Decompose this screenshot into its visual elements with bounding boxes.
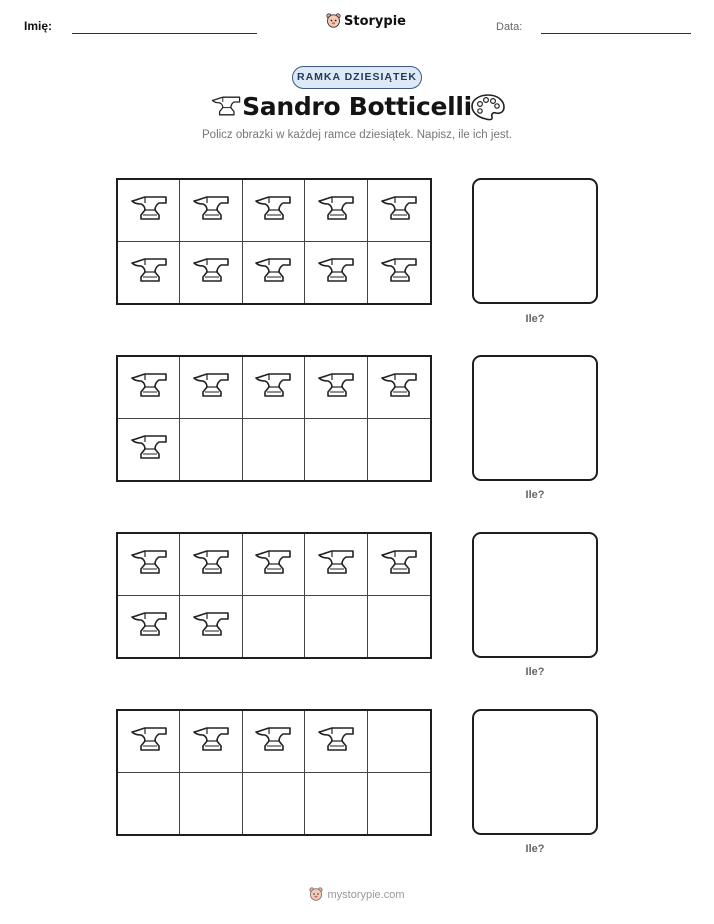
brand-name: Storypie: [344, 13, 406, 29]
frame-cell: [243, 357, 305, 419]
anvil-icon: [379, 547, 419, 582]
date-line[interactable]: [541, 33, 691, 34]
palette-icon: [470, 93, 506, 126]
frame-cell: [243, 180, 305, 242]
answer-box-3[interactable]: [472, 532, 598, 658]
frame-cell: [368, 180, 430, 242]
anvil-icon: [253, 724, 293, 759]
frame-cell: [305, 419, 367, 481]
ten-frame-4: [116, 709, 432, 836]
frame-cell: [180, 180, 242, 242]
frame-cell: [368, 242, 430, 304]
frame-cell: [118, 242, 180, 304]
brand-logo: [326, 13, 406, 29]
frame-cell: [180, 596, 242, 658]
footer-url: mystorypie.com: [327, 888, 405, 901]
question-label-4: Ile?: [525, 843, 545, 855]
frame-cell: [243, 596, 305, 658]
question-label-3: Ile?: [525, 666, 545, 678]
anvil-icon: [191, 547, 231, 582]
frame-cell: [118, 419, 180, 481]
worksheet-type-badge: RAMKA DZIESIĄTEK: [292, 66, 422, 89]
ten-frame-1: [116, 178, 432, 305]
frame-cell: [180, 419, 242, 481]
anvil-icon: [129, 255, 169, 290]
anvil-icon: [379, 193, 419, 228]
frame-cell: [305, 711, 367, 773]
anvil-icon: [316, 724, 356, 759]
frame-cell: [243, 534, 305, 596]
frame-cell: [305, 596, 367, 658]
frame-cell: [118, 357, 180, 419]
frame-cell: [368, 596, 430, 658]
frame-cell: [368, 711, 430, 773]
anvil-icon: [316, 370, 356, 405]
anvil-icon: [129, 724, 169, 759]
date-label: Data:: [496, 21, 523, 33]
answer-box-2[interactable]: [472, 355, 598, 481]
question-label-2: Ile?: [525, 489, 545, 501]
anvil-icon: [379, 370, 419, 405]
name-line[interactable]: [72, 33, 257, 34]
frame-cell: [305, 534, 367, 596]
frame-cell: [243, 242, 305, 304]
frame-cell: [180, 357, 242, 419]
anvil-icon: [316, 547, 356, 582]
ten-frame-2: [116, 355, 432, 482]
frame-cell: [368, 773, 430, 835]
frame-cell: [368, 419, 430, 481]
frame-cell: [243, 711, 305, 773]
answer-box-4[interactable]: [472, 709, 598, 835]
anvil-icon: [129, 370, 169, 405]
storypie-mascot-icon: [309, 887, 323, 902]
anvil-icon: [129, 609, 169, 644]
frame-cell: [243, 773, 305, 835]
frame-cell: [368, 357, 430, 419]
anvil-icon: [253, 547, 293, 582]
anvil-icon: [316, 255, 356, 290]
anvil-icon: [129, 432, 169, 467]
anvil-icon: [191, 370, 231, 405]
instructions: Policz obrazki w każdej ramce dziesiątek. Napisz, ile ich jest.: [202, 129, 512, 141]
frame-cell: [243, 419, 305, 481]
anvil-icon: [191, 255, 231, 290]
footer: [0, 887, 714, 902]
frame-cell: [118, 711, 180, 773]
storypie-mascot-icon: [326, 13, 341, 29]
page-title: Sandro Botticelli: [242, 92, 472, 121]
anvil-icon: [253, 370, 293, 405]
frame-cell: [118, 180, 180, 242]
anvil-icon: [191, 193, 231, 228]
anvil-icon: [379, 255, 419, 290]
anvil-icon: [191, 724, 231, 759]
frame-cell: [180, 773, 242, 835]
anvil-icon: [316, 193, 356, 228]
frame-cell: [368, 534, 430, 596]
frame-cell: [118, 596, 180, 658]
frame-cell: [305, 357, 367, 419]
name-label: Imię:: [24, 19, 53, 33]
anvil-icon: [191, 609, 231, 644]
question-label-1: Ile?: [525, 313, 545, 325]
frame-cell: [305, 180, 367, 242]
anvil-icon: [129, 193, 169, 228]
ten-frame-3: [116, 532, 432, 659]
frame-cell: [180, 242, 242, 304]
answer-box-1[interactable]: [472, 178, 598, 304]
frame-cell: [305, 773, 367, 835]
frame-cell: [180, 534, 242, 596]
frame-cell: [118, 773, 180, 835]
frame-cell: [118, 534, 180, 596]
anvil-icon: [129, 547, 169, 582]
frame-cell: [180, 711, 242, 773]
anvil-icon: [253, 193, 293, 228]
frame-cell: [305, 242, 367, 304]
anvil-icon: [253, 255, 293, 290]
